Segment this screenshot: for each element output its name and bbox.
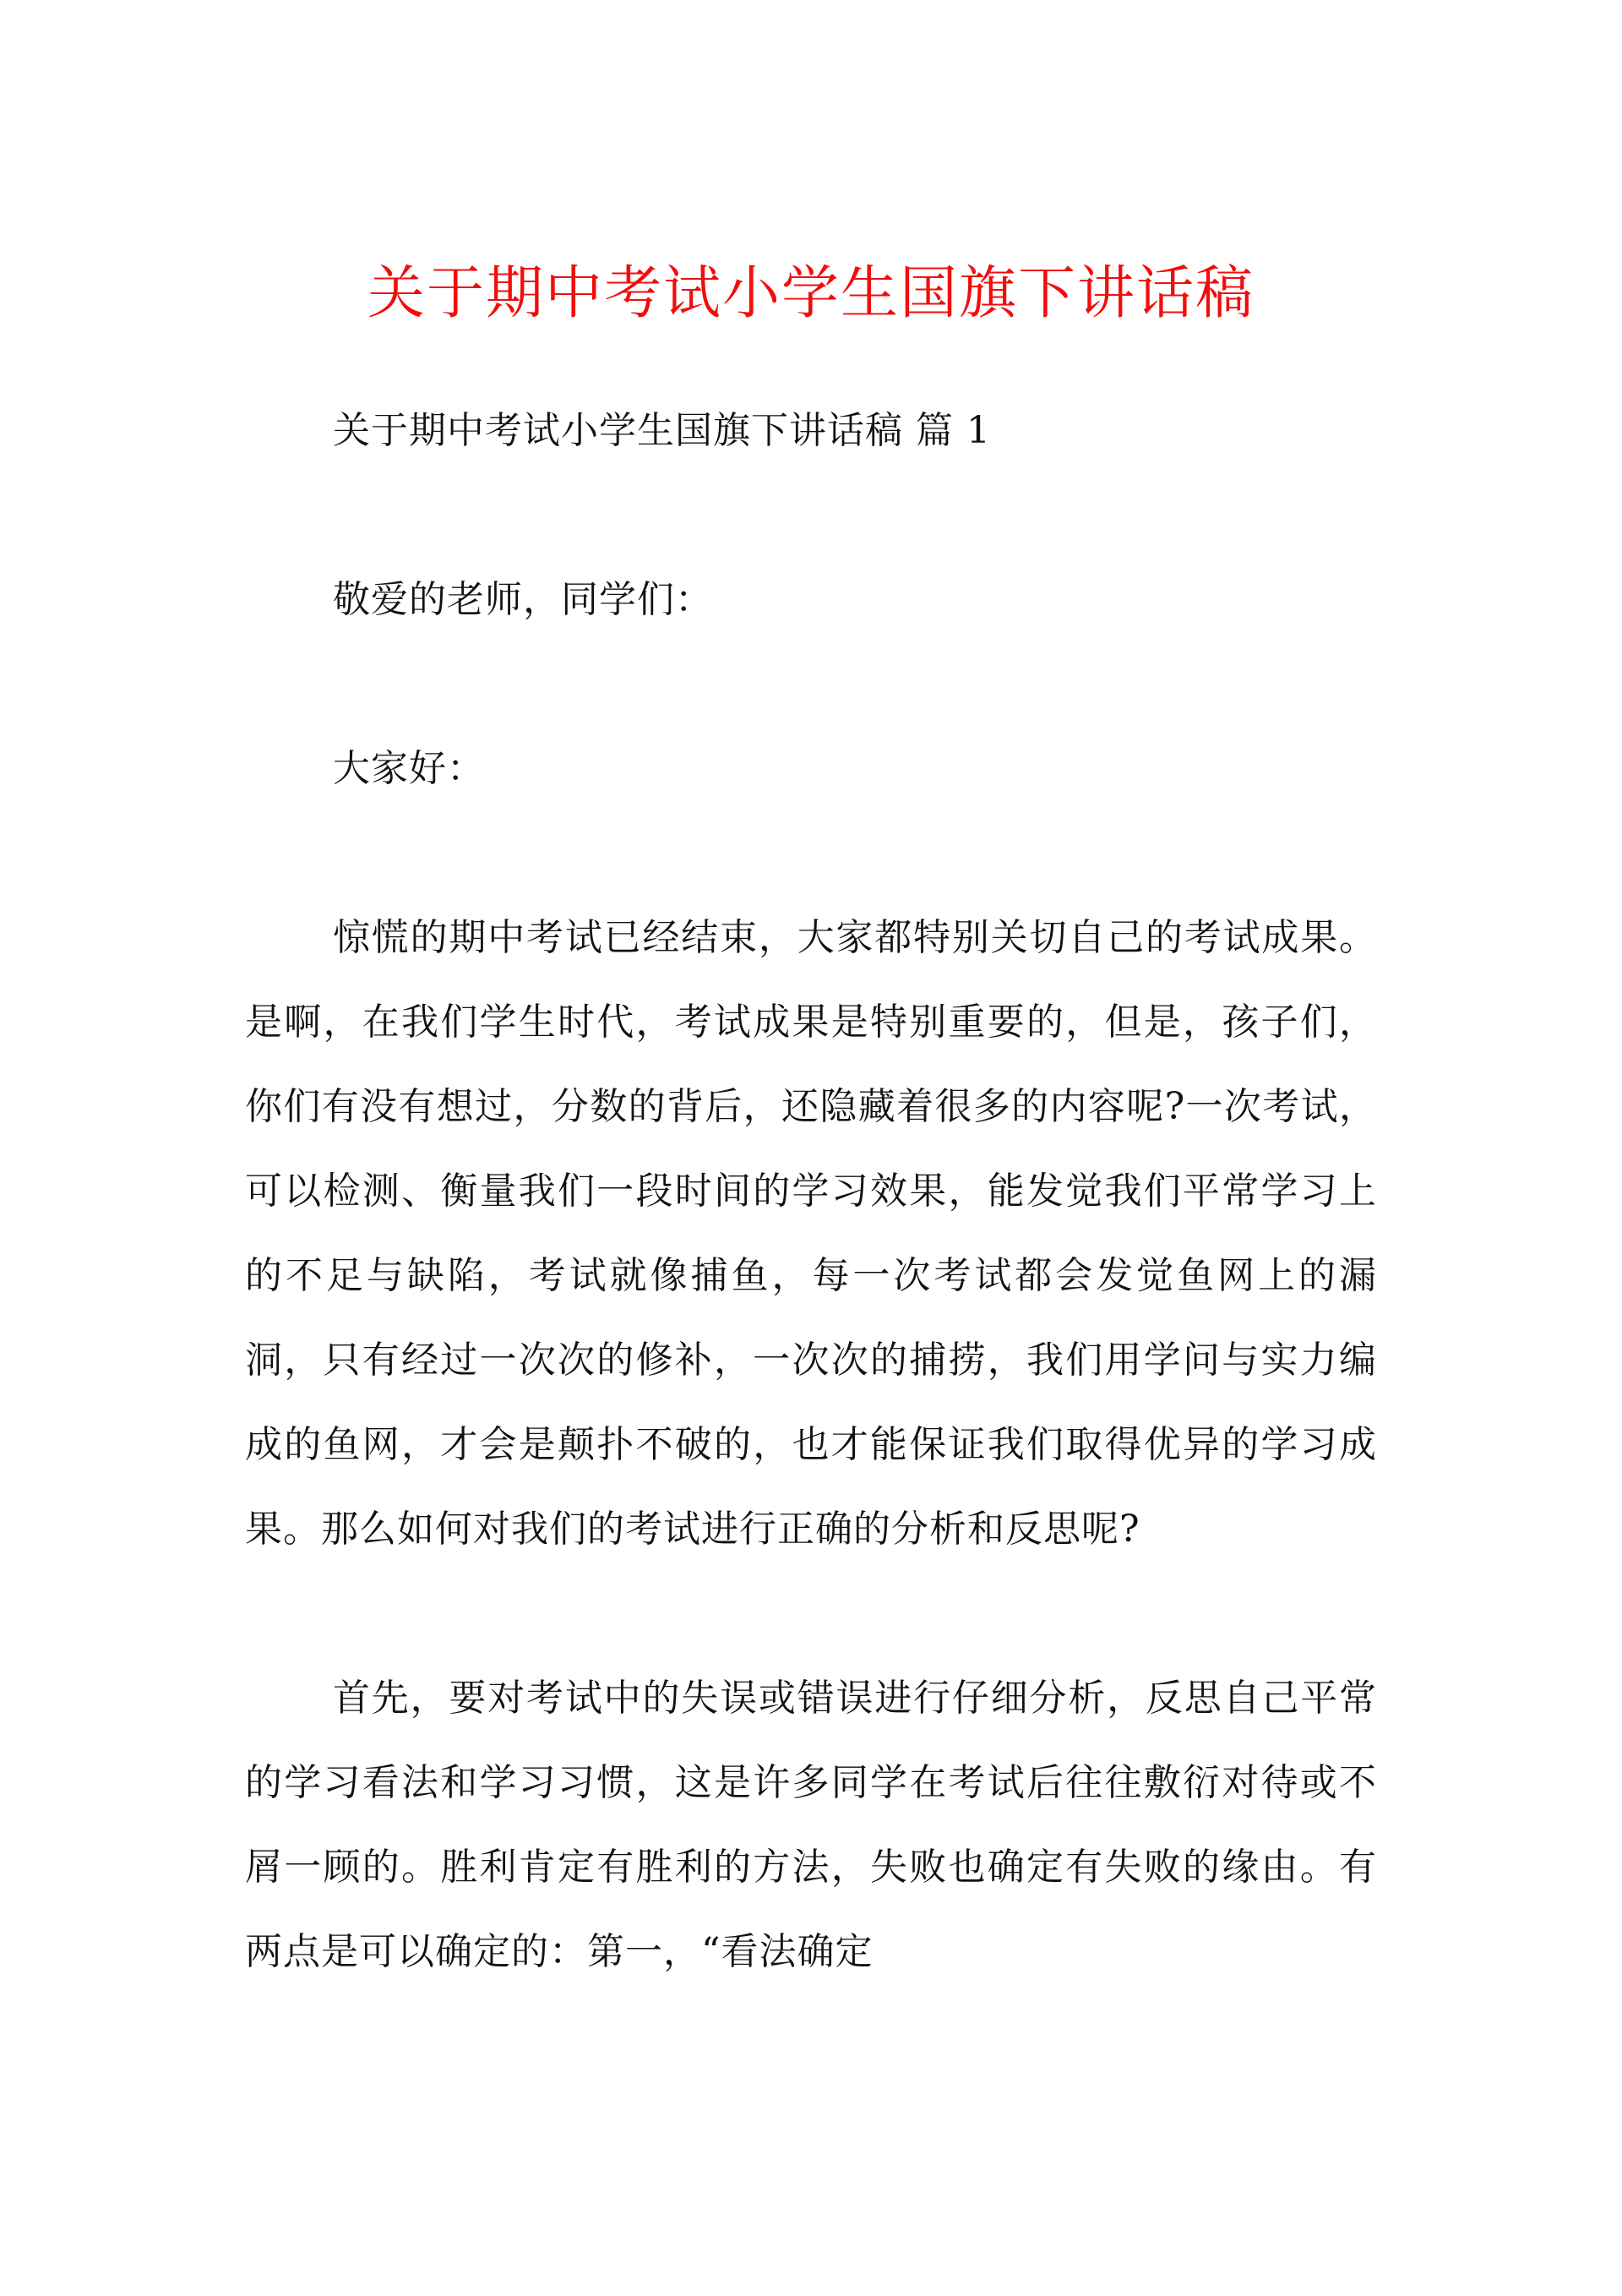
section-heading: 关于期中考试小学生国旗下讲话稿 篇 1 (333, 409, 991, 452)
document-body (245, 389, 1377, 1994)
salutation: 敬爱的老师，同学们： (333, 578, 713, 621)
document-title: 关于期中考试小学生国旗下讲话稿 (367, 260, 1255, 327)
body-paragraph: 首先，要对考试中的失误或错误进行仔细分析，反思自己平常的学习看法和学习习惯，这是许多同学在考试后往往敷衍对待或不屑一顾的。胜利肯定有胜利的方法，失败也确定有失败的缘由。有两点是可以确定的：第一，“看法确定 (245, 1677, 1377, 1973)
body-paragraph: 惊慌的期中考试已经结束，大家都特别关切自己的考试成果。是啊，在我们学生时代，考试成果是特别重要的，但是，孩子们，你们有没有想过，分数的背后，还隐藏着很多的内容呢?一次考试，可以检测、衡量我们一段时间的学习效果，能发觉我们平常学习上的不足与缺陷，考试就像捕鱼，每一次考试都会发觉鱼网上的漏洞，只有经过一次次的修补，一次次的捕捞，我们用学问与实力编成的鱼网，才会是颠扑不破的，也才能保证我们取得优异的学习成果。那么如何对我们的考试进行正确的分析和反思呢? (245, 916, 1377, 1551)
greeting: 大家好： (333, 747, 485, 790)
